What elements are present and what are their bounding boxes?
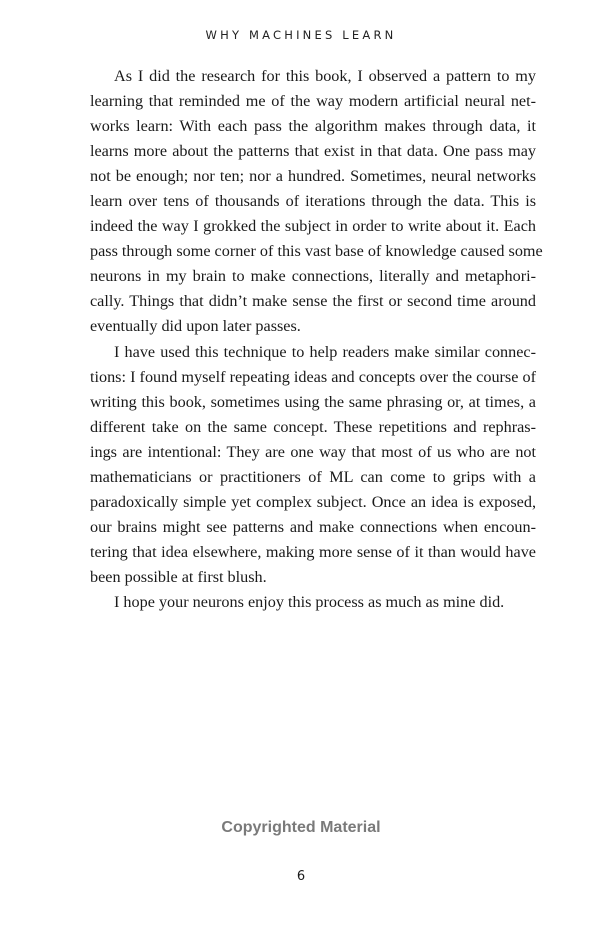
page-number: 6 [296,869,306,884]
text-line: not be enough; nor ten; nor a hundred. Sometimes, neural networks [90,167,536,186]
body-text [90,64,543,615]
text-line: eventually did upon later passes. [90,317,301,336]
text-line: tions: I found myself repeating ideas and concepts over the course of [90,367,536,386]
paragraph-2 [90,340,536,590]
paragraph-1 [90,64,543,340]
text-line: learning that reminded me of the way modern artificial neural net- [90,92,536,111]
text-line: cally. Things that didn’t make sense the first or second time around [90,292,536,311]
text-line: learns more about the patterns that exist in that data. One pass may [90,142,536,161]
text-line: pass through some corner of this vast base of knowledge caused some [90,242,543,261]
text-line: paradoxically simple yet complex subject. Once an idea is exposed, [90,492,536,511]
text-line: our brains might see patterns and make connections when encoun- [90,517,536,536]
text-line: works learn: With each pass the algorithm makes through data, it [90,117,536,136]
text-line: writing this book, sometimes using the same phrasing or, at times, a [90,392,536,411]
text-line: I hope your neurons enjoy this process as much as mine did. [114,592,505,611]
copyright-watermark: Copyrighted Material [221,819,381,836]
text-line: ings are intentional: They are one way that most of us who are not [90,442,536,461]
text-line: learn over tens of thousands of iterations through the data. This is [90,192,536,211]
text-line: indeed the way I grokked the subject in order to write about it. Each [90,217,536,236]
text-line: As I did the research for this book, I observed a pattern to my [114,67,536,85]
text-line: been possible at first blush. [90,567,267,586]
running-head: WHY MACHINES LEARN [205,28,397,42]
text-line: I have used this technique to help readers make similar connec- [114,342,536,361]
text-line: neurons in my brain to make connections, literally and metaphori- [90,267,536,286]
paragraph-3 [90,590,536,615]
text-line: mathematicians or practitioners of ML can come to grips with a [90,467,536,486]
text-line: tering that idea elsewhere, making more sense of it than would have [90,542,536,561]
text-line: different take on the same concept. These repetitions and rephras- [90,417,536,436]
